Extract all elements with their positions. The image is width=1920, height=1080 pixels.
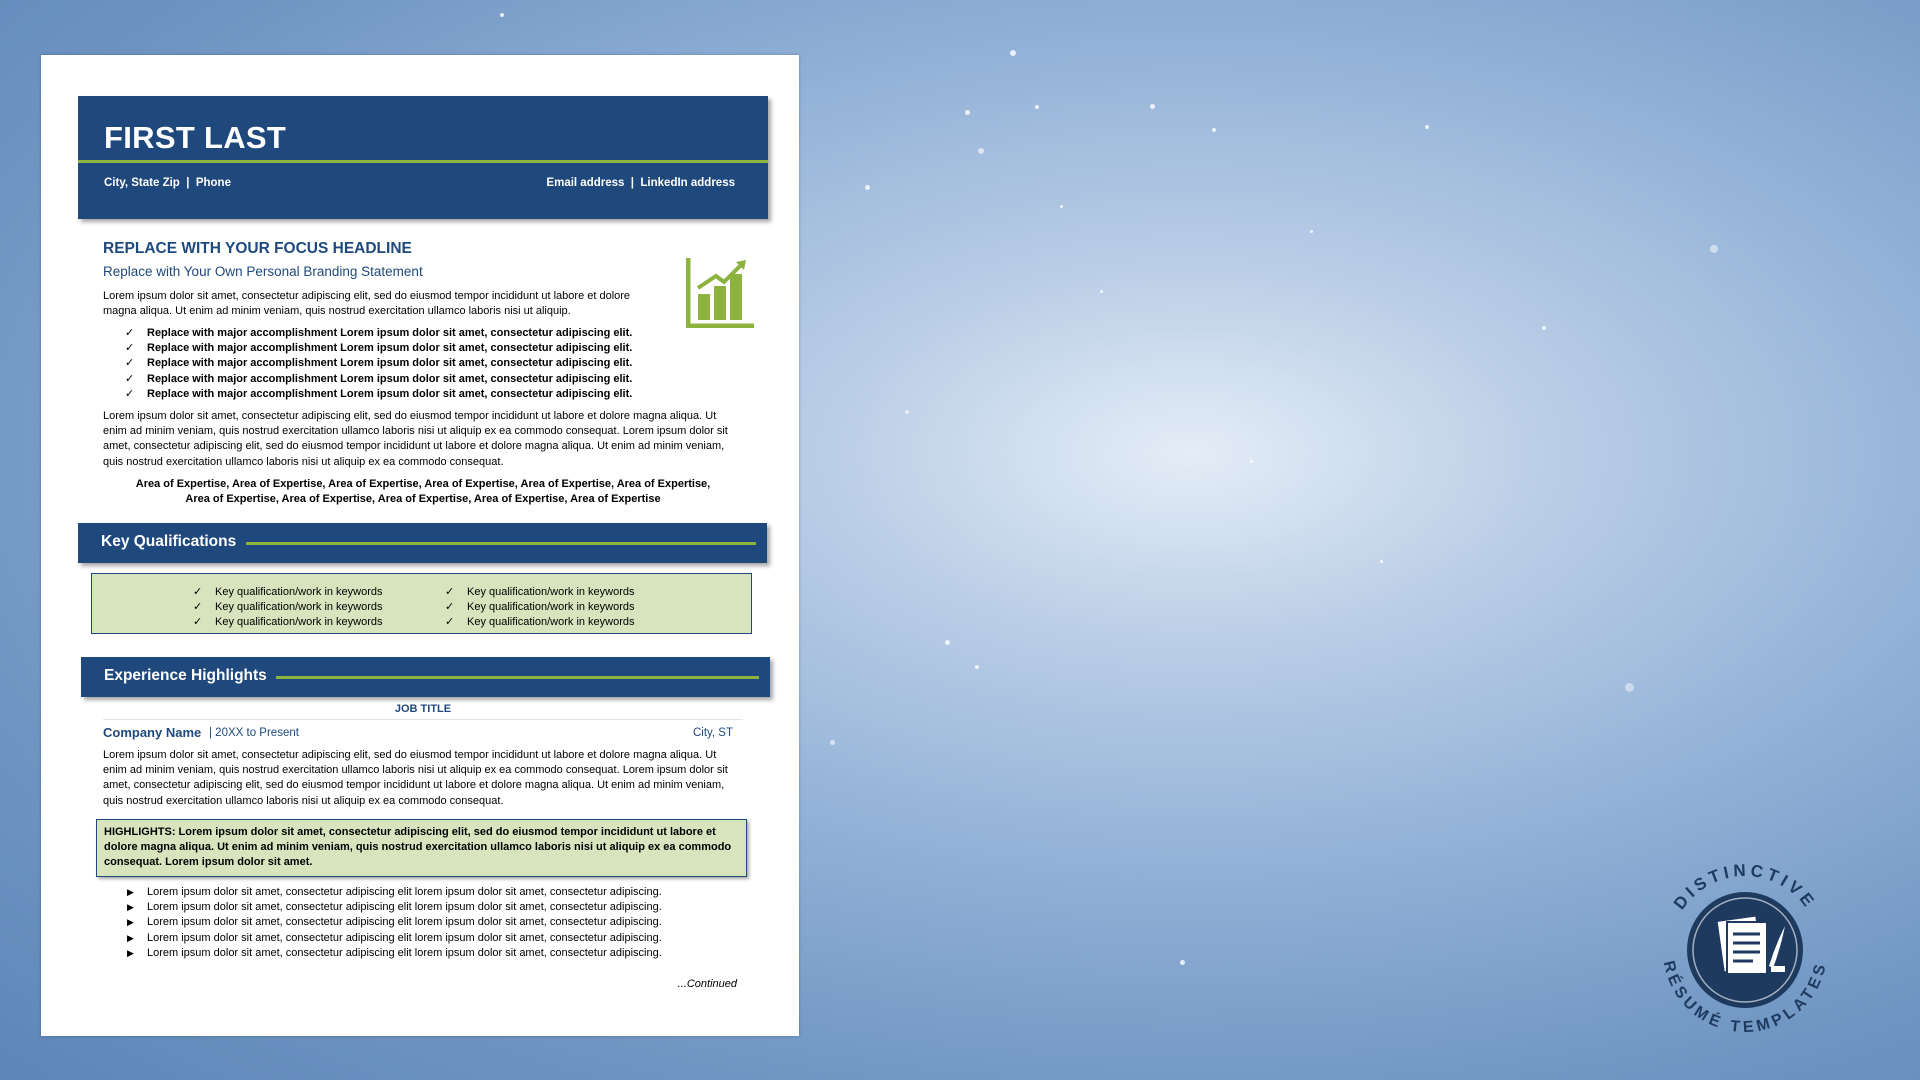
sparkle <box>1250 460 1253 463</box>
checkmark-icon: ✓ <box>125 387 135 400</box>
sparkle <box>1035 105 1039 109</box>
growth-chart-icon <box>686 258 754 328</box>
checkmark-icon: ✓ <box>445 601 455 614</box>
sparkle <box>1180 960 1185 965</box>
qualification-text: Key qualification/work in keywords <box>467 586 635 598</box>
duty-text: Lorem ipsum dolor sit amet, consectetur adipiscing elit lorem ipsum dolor sit amet, consectetur adipiscing. <box>147 916 662 929</box>
qualification-text: Key qualification/work in keywords <box>467 601 635 614</box>
sparkle <box>830 740 835 745</box>
sparkle <box>978 148 984 154</box>
focus-headline: REPLACE WITH YOUR FOCUS HEADLINE <box>103 240 412 257</box>
checkmark-icon: ✓ <box>193 586 203 598</box>
section-title: Key Qualifications <box>101 533 237 550</box>
list-item <box>445 615 635 630</box>
list-item <box>445 585 635 600</box>
list-item <box>125 885 662 900</box>
sparkle <box>945 640 950 645</box>
sparkle <box>905 410 909 414</box>
accomplishment-text: Replace with major accomplishment Lorem ipsum dolor sit amet, consectetur adipiscing elit. <box>147 387 633 400</box>
areas-line: Area of Expertise, Area of Expertise, Area of Expertise, Area of Expertise, Area of Expertise, Area of Expertise, <box>135 478 711 490</box>
logo-bottom-text: RÉSUMÉ TEMPLATES <box>1659 959 1831 1037</box>
branding-statement: Replace with Your Own Personal Branding Statement <box>103 264 423 279</box>
logo-top-text: DISTINCTIVE <box>1670 860 1821 914</box>
list-item <box>125 900 662 915</box>
resume-page <box>41 55 799 1036</box>
qualification-text: Key qualification/work in keywords <box>215 601 383 614</box>
sparkle <box>1625 683 1634 692</box>
list-item <box>125 372 632 387</box>
company-name: Company Name <box>103 725 202 740</box>
duty-text: Lorem ipsum dolor sit amet, consectetur adipiscing elit lorem ipsum dolor sit amet, consectetur adipiscing. <box>147 946 662 959</box>
sparkle <box>1380 560 1383 563</box>
intro-paragraph: Lorem ipsum dolor sit amet, consectetur adipiscing elit, sed do eiusmod tempor incididunt ut labore et dolore magna aliqua. Ut enim ad minim veniam, quis nostrud exercitation ullamco laboris nisi ut aliquip. <box>103 290 631 317</box>
checkmark-icon: ✓ <box>445 586 455 598</box>
list-item <box>125 341 632 356</box>
qualification-text: Key qualification/work in keywords <box>215 586 383 598</box>
job-location: City, ST <box>692 727 733 739</box>
checkmark-icon: ✓ <box>125 372 135 385</box>
highlights-box: HIGHLIGHTS: Lorem ipsum dolor sit amet, consectetur adipiscing elit, sed do eiusmod tempor incididunt ut labore et dolore magna aliqua. Ut enim ad minim veniam, quis nostrud exercitation ullamco laboris nisi ut aliquip ex ea commodo consequat. Lorem ipsum dolor sit amet. <box>96 819 747 877</box>
triangle-right-icon: ▶ <box>127 932 134 943</box>
checkmark-icon: ✓ <box>193 616 203 629</box>
sparkle <box>865 185 870 190</box>
sparkle <box>965 110 970 115</box>
qualifications-box <box>91 573 752 634</box>
accomplishment-text: Replace with major accomplishment Lorem ipsum dolor sit amet, consectetur adipiscing elit. <box>147 327 633 339</box>
list-item <box>193 585 383 600</box>
list-item <box>125 931 662 946</box>
sparkle <box>1310 230 1313 233</box>
list-item <box>125 356 632 371</box>
sparkle <box>1150 104 1155 109</box>
resume-header <box>78 96 768 219</box>
qualification-text: Key qualification/work in keywords <box>467 616 635 629</box>
section-key-qualifications <box>78 523 767 563</box>
list-item <box>193 600 383 615</box>
sparkle <box>1710 245 1718 253</box>
sparkle <box>975 665 979 669</box>
qualifications-column-right <box>445 585 635 631</box>
areas-of-expertise <box>103 477 743 507</box>
checkmark-icon: ✓ <box>193 601 203 614</box>
duty-text: Lorem ipsum dolor sit amet, consectetur adipiscing elit lorem ipsum dolor sit amet, consectetur adipiscing. <box>147 931 662 944</box>
sparkle <box>500 13 504 17</box>
accomplishment-text: Replace with major accomplishment Lorem ipsum dolor sit amet, consectetur adipiscing elit. <box>147 342 633 355</box>
qualifications-column-left <box>193 585 383 631</box>
accomplishments-list <box>125 326 632 402</box>
employment-dates: | 20XX to Present <box>209 727 299 739</box>
job-divider <box>103 719 743 720</box>
job-description: Lorem ipsum dolor sit amet, consectetur adipiscing elit, sed do eiusmod tempor incididunt ut labore et dolore magna aliqua. Ut enim ad minim veniam, quis nostrud exercitation ullamco laboris nisi ut aliquip ex ea commodo consequat. Lorem ipsum dolor sit amet, consectetur adipiscing elit, sed do eiusmod tempor incididunt ut labore et dolore magna aliqua. Ut enim ad minim veniam, quis nostrud exercitation ullamco laboris nisi ut aliquip ex ea commodo consequat. <box>103 749 728 807</box>
list-item <box>193 615 383 630</box>
triangle-right-icon: ▶ <box>127 947 134 958</box>
sparkle <box>1212 128 1216 132</box>
distinctive-resume-templates-logo <box>1645 850 1845 1050</box>
sparkle <box>1100 290 1103 293</box>
list-item <box>125 326 632 341</box>
job-title: JOB TITLE <box>394 703 452 715</box>
candidate-name: FIRST LAST <box>104 120 287 155</box>
section-experience-highlights <box>81 657 770 697</box>
summary-paragraph: Lorem ipsum dolor sit amet, consectetur adipiscing elit, sed do eiusmod tempor incididunt ut labore et dolore magna aliqua. Ut enim ad minim veniam, quis nostrud exercitation ullamco laboris nisi ut aliquip ex ea commodo consequat. Lorem ipsum dolor sit amet, consectetur adipiscing elit, sed do eiusmod tempor incididunt ut labore et dolore magna aliqua. Ut enim ad minim veniam, quis nostrud exercitation ullamco laboris nisi ut aliquip ex ea commodo consequat. <box>103 410 728 468</box>
list-item <box>125 915 662 930</box>
sparkle <box>1542 326 1546 330</box>
areas-line: Area of Expertise, Area of Expertise, Area of Expertise, Area of Expertise, Area of Expertise <box>185 493 661 506</box>
continued-note: ...Continued <box>677 978 737 990</box>
triangle-right-icon: ▶ <box>127 887 134 897</box>
checkmark-icon: ✓ <box>125 327 135 339</box>
contact-location-phone: City, State Zip | Phone <box>104 177 231 189</box>
triangle-right-icon: ▶ <box>127 902 134 913</box>
sparkle <box>1010 50 1016 56</box>
checkmark-icon: ✓ <box>125 342 135 355</box>
checkmark-icon: ✓ <box>445 616 455 629</box>
list-item <box>445 600 635 615</box>
list-item <box>125 387 632 402</box>
header-divider <box>78 160 768 163</box>
triangle-right-icon: ▶ <box>127 917 134 928</box>
duties-list <box>125 885 662 961</box>
duty-text: Lorem ipsum dolor sit amet, consectetur adipiscing elit lorem ipsum dolor sit amet, consectetur adipiscing. <box>147 886 662 898</box>
sparkle <box>1060 205 1063 208</box>
list-item <box>125 946 662 961</box>
contact-email-linkedin: Email address | LinkedIn address <box>546 177 735 189</box>
section-title: Experience Highlights <box>104 667 267 684</box>
accomplishment-text: Replace with major accomplishment Lorem ipsum dolor sit amet, consectetur adipiscing elit. <box>147 357 633 370</box>
sparkle <box>1425 125 1429 129</box>
accomplishment-text: Replace with major accomplishment Lorem ipsum dolor sit amet, consectetur adipiscing elit. <box>147 372 633 385</box>
duty-text: Lorem ipsum dolor sit amet, consectetur adipiscing elit lorem ipsum dolor sit amet, consectetur adipiscing. <box>147 901 662 914</box>
section-divider <box>246 542 756 545</box>
section-divider <box>276 676 759 679</box>
qualification-text: Key qualification/work in keywords <box>215 616 383 629</box>
checkmark-icon: ✓ <box>125 357 135 370</box>
